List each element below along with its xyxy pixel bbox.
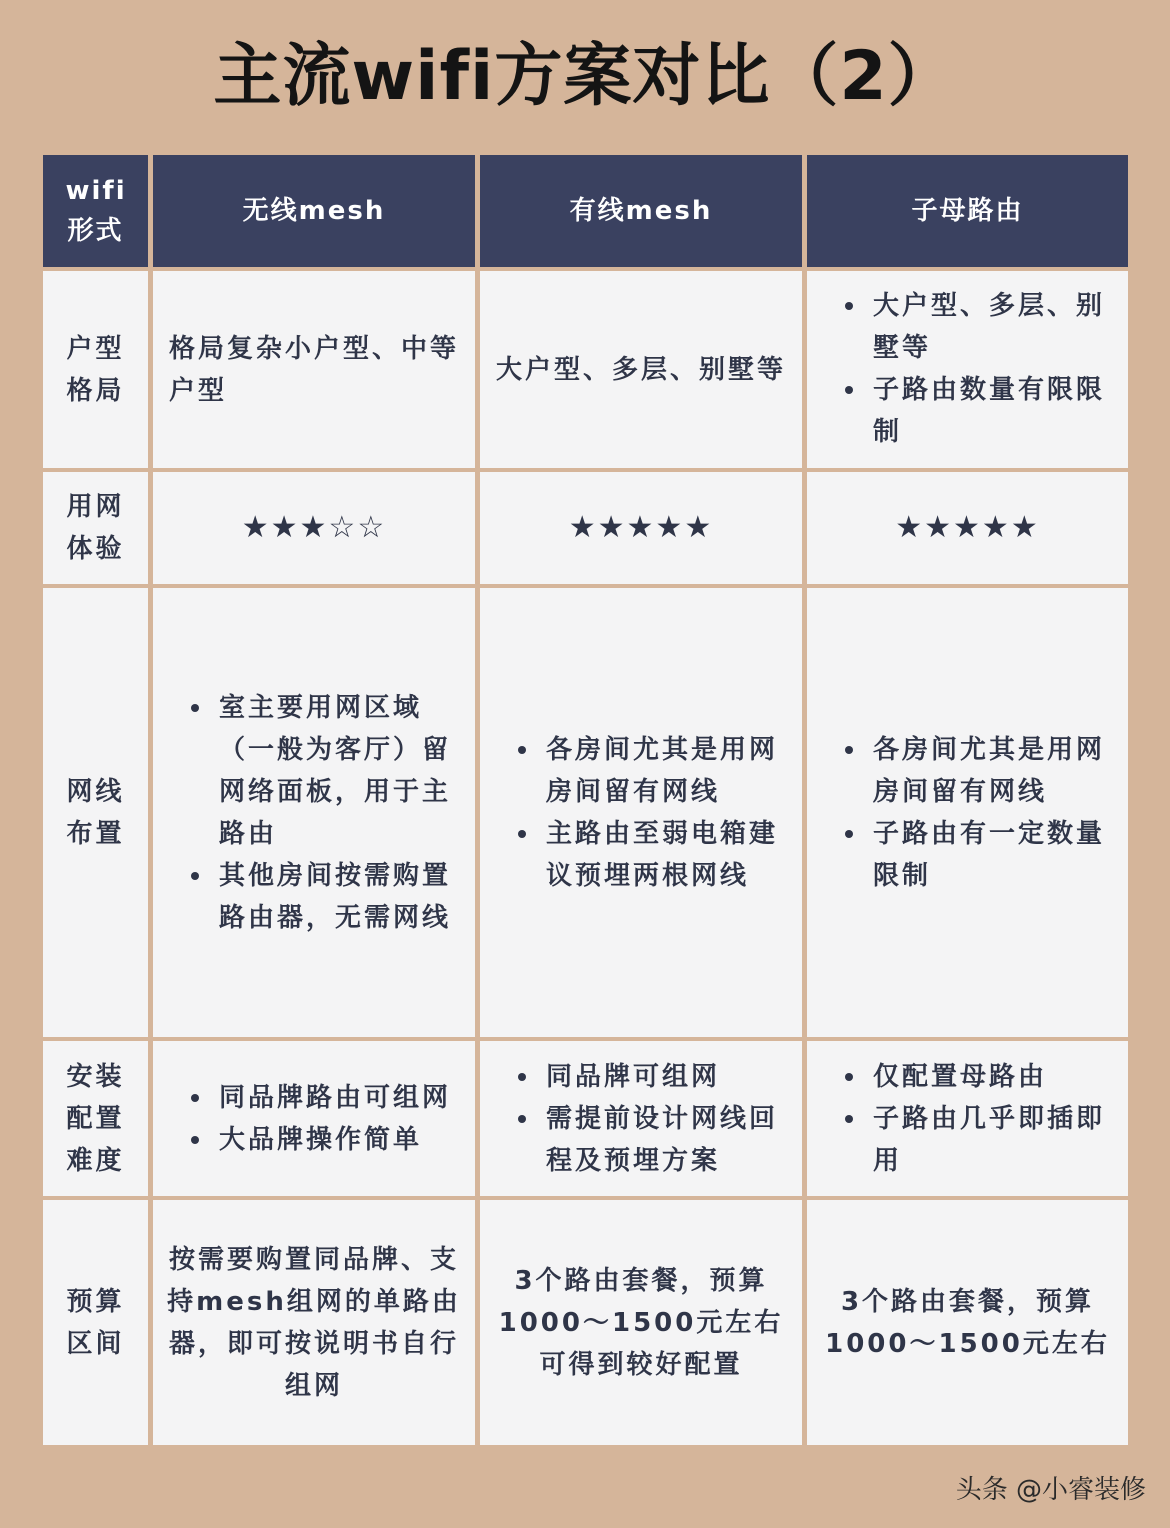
- list-item: 各房间尤其是用网房间留有网线: [518, 729, 790, 813]
- list-item: 同品牌可组网: [518, 1056, 790, 1098]
- list-item: 子路由数量有限限制: [845, 369, 1116, 453]
- star-rating-wired: ★★★★★: [480, 472, 802, 584]
- row-label-layout: 户型格局: [43, 271, 148, 468]
- cell-cabling-wired: [480, 588, 802, 1037]
- header-wifi-type: [43, 155, 148, 267]
- cell-layout-parent-child: [807, 271, 1128, 468]
- watermark: 头条 @小睿装修: [955, 1475, 1146, 1505]
- row-label-cabling: 网线布置: [43, 588, 148, 1037]
- list-item: 大品牌操作简单: [191, 1119, 451, 1161]
- cell-layout-wired: 大户型、多层、别墅等: [480, 271, 802, 468]
- header-wired-mesh: 有线mesh: [480, 155, 802, 267]
- row-label-setup-difficulty: 安装配置难度: [43, 1041, 148, 1196]
- list-item: 仅配置母路由: [845, 1056, 1116, 1098]
- page-title: 主流wifi方案对比（2）: [213, 37, 957, 116]
- list-item: 大户型、多层、别墅等: [845, 285, 1116, 369]
- list-item: 需提前设计网线回程及预埋方案: [518, 1098, 790, 1182]
- header-wireless-mesh: 无线mesh: [153, 155, 475, 267]
- header-label: wifi形式: [65, 176, 127, 246]
- cell-setup-parent-child: [807, 1041, 1128, 1196]
- cell-budget-wired: 3个路由套餐，预算1000～1500元左右可得到较好配置: [480, 1200, 802, 1445]
- list-item: 主路由至弱电箱建议预埋两根网线: [518, 813, 790, 897]
- cell-setup-wired: [480, 1041, 802, 1196]
- cell-cabling-parent-child: [807, 588, 1128, 1037]
- star-rating-wireless: ★★★☆☆: [153, 472, 475, 584]
- cell-layout-wireless: 格局复杂小户型、中等户型: [153, 271, 475, 468]
- cell-setup-wireless: [153, 1041, 475, 1196]
- comparison-table: [43, 155, 1128, 1445]
- row-label-budget: 预算区间: [43, 1200, 148, 1445]
- list-item: 各房间尤其是用网房间留有网线: [845, 729, 1116, 813]
- header-parent-child-router: 子母路由: [807, 155, 1128, 267]
- list-item: 室主要用网区域（一般为客厅）留网络面板，用于主路由: [191, 687, 463, 855]
- list-item: 其他房间按需购置路由器，无需网线: [191, 855, 463, 939]
- cell-cabling-wireless: [153, 588, 475, 1037]
- cell-budget-parent-child: 3个路由套餐，预算1000～1500元左右: [807, 1200, 1128, 1445]
- list-item: 子路由几乎即插即用: [845, 1098, 1116, 1182]
- list-item: 同品牌路由可组网: [191, 1077, 451, 1119]
- cell-budget-wireless: 按需要购置同品牌、支持mesh组网的单路由器，即可按说明书自行组网: [153, 1200, 475, 1445]
- star-rating-parent-child: ★★★★★: [807, 472, 1128, 584]
- row-label-experience: 用网体验: [43, 472, 148, 584]
- list-item: 子路由有一定数量限制: [845, 813, 1116, 897]
